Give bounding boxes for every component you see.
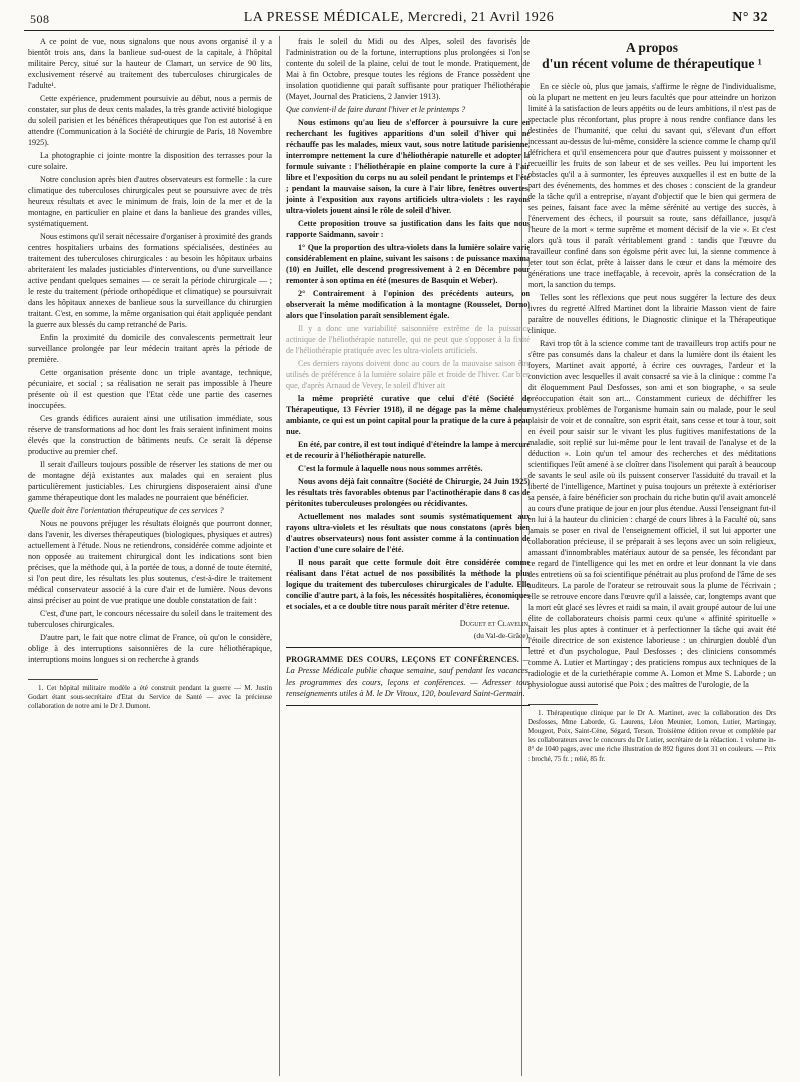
paragraph: Notre conclusion après bien d'autres observateurs est formelle : la cure climatique des tuberculoses chirurgicales peut se poursuivre avec de très heureux résultats et avec le minimum de frais, loin de la mer et de la montagne, en particulier en plaine et dans la banlieue des grandes villes, systématiquement. bbox=[28, 175, 272, 228]
column-2 bbox=[286, 36, 530, 1076]
paragraph: En ce siècle où, plus que jamais, s'affirme le règne de l'individualisme, où la plupart ne mettent en jeu leurs facultés que pour atteindre un horizon limité à la satisfaction de leurs appétits ou de leurs ambitions, il n'est pas de spectacle plus réconfortant, plus propre à nous rendre confiance dans les destinées de l'humanité, que celui du savant qui, s'élevant d'un effort incessant au-dessus de lui-même, considère la science comme le champ qu'il défrichera et qu'il ensemencera pour que d'autres puissent y moissonner et recueillir les fruits de son labeur et de ses veilles. Peu lui importent les obstacles qu'il a à surmonter, les épreuves auxquelles il est en butte de la part des événements, des hommes et des choses : conscient de la grandeur de la tâche qu'il a entreprise, n'ayant d'objectif que le bien qui germera de ses peines, faisant face avec la même sérénité au vertige des succès, à l'énervement des échecs, il poursuit sa route, sans défaillance, jusqu'à l'heure de la mort « terme suprême et moment décisif de la vie ». Et c'est alors qu'à tous il paraît véritablement grand : tandis que l'œuvre du travailleur confiné dans son égoïsme périt avec lui, la sienne commence à jeter tout son éclat, prête à laisser dans le cœur et dans la mémoire des générations une trace ineffaçable, à recevoir, après la consécration de la mort, la sanction du temps. bbox=[528, 82, 776, 290]
paragraph: Nous ne pouvons préjuger les résultats éloignés que pourront donner, dans l'avenir, les diverses thérapeutiques (biologiques, physiques et autres) actuellement à l'étude. Nous ne retiendrons, considérée comme adjointe et non opposée au traitement chirurgical dont les indications sont bien précises, que la méthode qui, à la portée de tous, a donné de toute éternité, si l'on peut dire, les résultats les plus soutenus, c'est-à-dire le traitement médical conservateur associé à la cure d'air et de lumière. Nous devons ainsi préciser au point de vue pratique une double constatation de fait : bbox=[28, 519, 272, 605]
notice-text: — La Presse Médicale publie chaque semaine, sauf pendant les vacances, les programmes des cours, leçons et conférences. — Adresser tous renseignements utiles à M. le Dr Vitoux, 120, boulevard Saint-Germain. bbox=[286, 655, 530, 699]
paragraph: Il serait d'ailleurs toujours possible de réserver les stations de mer ou de montagne déjà existantes aux malades qui en seraient plus particulièrement justiciables. Les chirurgiens disposeraient ainsi d'une gamme thérapeutique dont les malades ne pourraient que bénéficier. bbox=[28, 460, 272, 502]
article-heading-line2: d'un récent volume de thérapeutique ¹ bbox=[542, 55, 762, 71]
paragraph: Cette expérience, prudemment poursuivie au début, nous a permis de constater, sur plus de deux cents malades, la très grande activité biologique du soleil parisien et les bénéfices thérapeutiques que l'on est autorisé à en attendre (Communication à la Société de chirurgie de Paris, 18 Novembre 1925). bbox=[28, 94, 272, 147]
footnote-rule bbox=[528, 704, 598, 705]
course-programme-notice bbox=[286, 647, 530, 706]
paragraph: Nous estimons qu'au lieu de s'efforcer à poursuivre la cure en recherchant les fugitives apparitions d'un soleil d'hiver qui ne réchauffe pas les malades, mieux vaut, sous notre latitude parisienne, interrompre nettement la cure d'héliothérapie naturelle et adopter la formule suivante : l'héliothérapie en plaine comporte la cure à l'air libre et l'exposition du corps nu au soleil pendant le printemps et l'été ; pendant la mauvaise saison, la cure à l'air libre, fenêtres ouvertes, jointe à l'exposition aux rayons artificiels ultra-violets : les rayons ultra-violets jouent ainsi le rôle de soleil d'hiver. bbox=[286, 118, 530, 215]
paragraph: Ravi trop tôt à la science comme tant de travailleurs trop actifs pour ne s'être pas consumés dans la chaleur et dans la lumière dont ils étaient les foyers, Martinet avait apporté, à écrire ces ouvrages, l'ardeur et la conviction avec lesquelles il avait consacré sa vie à la clinique : comme l'a dit éloquemment Paul Desfosses, son ami et son biographe, « sa seule préoccupation était son art... Constamment curieux de déchiffrer les mystérieux problèmes de l'organisme humain sain ou malade, pour le seul plaisir de voir et de connaître, son esprit était, sans cesse et tour à tour, soit en éveil pour saisir sur le vivant les plus fugitives manifestations de la maladie, soit replié sur lui-même pour le lent travail de l'analyse et de la déduction ». Loin qu'un tel amour des recherches et des méditations scientifiques l'eût amené à se cloîtrer dans l'isolement qui paraît à beaucoup de savants le seul asile où ils puissent conserver l'assiduité du travail et la liberté de l'intelligence, Martinet y puisa toujours un prétexte à extérioriser sa pensée, à faire bénéficier son prochain du riche butin qu'il avait amoncelé au cours d'une pratique de jour en jour plus étendue. Aussi l'enseignant fut-il en lui à la hauteur du clinicien : chargé de cours libres à la Faculté où, sans jamais se poser en rival de l'enseignement officiel, il sut lui apporter une collaboration précieuse, il se préparait à ses leçons avec un soin religieux, amassant d'innombrables matériaux autour de sa pensée, les fécondant par ce regard de l'intelligence qui les met en ordre et leur donnant la vie dans des entretiens où sa foi scientifique pénétrait au plus profond de l'âme de ses auditeurs. La parole de l'orateur se retrouvait sous la plume de l'écrivain ; elle se retrouve encore dans l'œuvre qu'il a laissée, car, longtemps avant que la mort eût glacé ses lèvres et raidi sa main, il avait groupé autour de lui une élite de collaborateurs choisis parmi ceux qu'une « affinité spirituelle » faisait les plus aptes à continuer et à perfectionner la tâche qui avait été l'étoile directrice de son existence laborieuse : un chirurgien doublé d'un lettré et d'un psychologue, Paul Desfosses ; des cliniciens consommés comme A. Lutier et Martingay ; des praticiens rompus aux techniques de la radiologie et de la curiethérapie comme A. Lomon et Mme S. Laborde ; un physiologue aussi autorisé que Poix ; des maîtres de l'urologie, de la bbox=[528, 339, 776, 690]
paragraph: la même propriété curative que celui d'été (Société de Thérapeutique, 13 Février 1918), il ne dégage pas la même chaleur ambiante, ce qui est un point capital pour la pratique de la cure à peau nue. bbox=[286, 394, 530, 436]
paragraph: Actuellement nos malades sont soumis systématiquement aux rayons ultra-violets et les résultats que nous constatons (après bien d'autres observateurs) nous font assister comme à la continuation de l'action d'une cure solaire de l'été. bbox=[286, 512, 530, 554]
article-heading bbox=[528, 40, 776, 71]
page-header bbox=[24, 8, 774, 31]
author-signature: Duguet et Clavelin, bbox=[459, 619, 530, 628]
page-number: 508 bbox=[30, 12, 50, 26]
paragraph: Il nous paraît que cette formule doit être considérée comme réalisant dans l'état actuel de nos possibilités la méthode la plus logique du traitement des tuberculoses chirurgicales de l'adulte. Elle concilie d'autre part, à la fois, les nécessités hospitalières, économiques et sociales, et a ce double titre nous paraît mériter d'être retenue. bbox=[286, 558, 530, 611]
paragraph: La photographie ci jointe montre la disposition des terrasses pour la cure solaire. bbox=[28, 151, 272, 171]
footnote-rule bbox=[28, 679, 98, 680]
issue-number: N° 32 bbox=[732, 10, 768, 25]
paragraph: Ces grands édifices auraient ainsi une utilisation immédiate, sous réserve de transformations ad hoc dont les frais seraient infiniment moins élevés que la construction de bâtiments neufs. Ce serait là dépense productive au premier chef. bbox=[28, 414, 272, 456]
paragraph: Nous avons déjà fait connaître (Société de Chirurgie, 24 Juin 1925) les résultats très favorables obtenus par l'actinothérapie dans 8 cas de péritonites tuberculeuses prolongées ou récidivantes. bbox=[286, 477, 530, 508]
paragraph: A ce point de vue, nous signalons que nous avons organisé il y a bientôt trois ans, dans la banlieue sud-ouest de la capitale, à l'hôpital militaire Percy, situé sur la hauteur de Clamart, un service de 90 lits, exclusivement réservé au traitement des tuberculoses chirurgicales de l'adulte¹. bbox=[28, 37, 272, 90]
notice-heading: PROGRAMME DES COURS, LEÇONS ET CONFÉRENCES. bbox=[286, 655, 519, 665]
paragraph: 1° Que la proportion des ultra-violets dans la lumière solaire varie considérablement en plaine, suivant les saisons : de puissance maxima (10) en Juillet, elle descend progressivement à 2 en Décembre pour remonter à son optima en été (mesures de Basquin et Weber). bbox=[286, 243, 530, 285]
paragraph: D'autre part, le fait que notre climat de France, où qu'on le considère, oblige à des interruptions saisonnières de la cure héliothérapique, interruptions moins longues si on recherche à grands bbox=[28, 633, 272, 664]
paragraph: Telles sont les réflexions que peut nous suggérer la lecture des deux livres du regretté Alfred Martinet dont la librairie Masson vient de faire paraître de nouvelles éditions, le Diagnostic clinique et la Thérapeutique clinique. bbox=[528, 293, 776, 336]
faded-paragraph: Ces derniers rayons doivent donc au cours de la mauvaise saison être utilisés de préférence à la lumière solaire pâle et froide de l'hiver. Car bien que, d'après Arnaud de Vevey, le soleil d'hiver ait bbox=[286, 359, 530, 390]
footnote: 1. Cet hôpital militaire modèle a été construit pendant la guerre — M. Justin Godart étant sous-secrétaire d'Etat du Service de Santé — avec la précieuse collaboration de notre ami le Dr J. Dumont. bbox=[28, 684, 272, 711]
paragraph: C'est la formule à laquelle nous nous sommes arrêtés. bbox=[298, 464, 483, 473]
footnote: 1. Thérapeutique clinique par le Dr A. Martinet, avec la collaboration des Drs Desfosses, Mme Laborde, G. Laurens, Léon Meunier, Lomon, Lutier, Martingay, Mougeot, Poix, Saint-Cène, Ségard, Terson. Troisième édition revue et complétée par les collaborateurs avec le concours du Dr Lutier, secrétaire de la rédaction. 1 volume in-8° de 1040 pages, avec une riche illustration de 892 figures dont 31 en couleurs. — Prix : broché, 75 fr. ; relié, 85 fr. bbox=[528, 709, 776, 763]
paragraph: Enfin la proximité du domicile des convalescents permettrait leur surveillance prolongée par leur médecin traitant après la période de première. bbox=[28, 333, 272, 364]
column-3 bbox=[528, 36, 776, 1076]
paragraph: C'est, d'une part, le concours nécessaire du soleil dans le traitement des tuberculoses chirurgicales. bbox=[28, 609, 272, 629]
paragraph: Cette proposition trouve sa justification dans les faits que nous rapporte Saidmann, savoir : bbox=[286, 219, 530, 239]
journal-title: LA PRESSE MÉDICALE, Mercredi, 21 Avril 1926 bbox=[243, 10, 555, 25]
paragraph: frais le soleil du Midi ou des Alpes, soleil des favorisés de l'administration ou de la fortune, interruptions plus prolongées si l'on se contente du soleil de la plaine, celui de tout le monde. Pratiquement, de Mai à fin Octobre, presque toutes les régions de France possèdent une insolation quotidienne qui paraît suffisante pour pratiquer l'héliothérapie (Mayet, Journal des Praticiens, 2 Janvier 1913). bbox=[286, 37, 530, 101]
article-heading-line1: A propos bbox=[626, 40, 678, 55]
column-1 bbox=[28, 36, 272, 1076]
paragraph: 2° Contrairement à l'opinion des précédents auteurs, on observerait la même modification à la montagne (Rousselet, Dorno) alors que l'insolation paraît sensiblement égale. bbox=[286, 289, 530, 320]
paragraph: Nous estimons qu'il serait nécessaire d'organiser à proximité des grands centres hospitaliers urbains des formations spécialisées, destinées au traitement des tuberculoses chirurgicales : au besoin les hôpitaux urbains abriteraient les malades justiciables d'interventions, ou d'une surveillance active pendant quelques semaines — ce serait la période chirurgicale — ; le reste du traitement (période orthopédique et climatique) se poursuivrait dans les hôpitaux annexes de banlieue sous la surveillance du chirurgien traitant. C'est, en somme, la même organisation qui était appliquée pendant la guerre aux blessés du camp retranché de Paris. bbox=[28, 232, 272, 329]
author-affiliation: (du Val-de-Grâce). bbox=[473, 631, 530, 640]
faded-paragraph: Il y a donc une variabilité saisonnière extrême de la puissance actinique de l'héliothérapie naturelle, qui ne peut que s'opposer à la fixité de l'héliothérapie pratiquée avec les ultra-violets artificiels. bbox=[286, 324, 530, 355]
section-question: Quelle doit être l'orientation thérapeutique de ces services ? bbox=[28, 506, 224, 515]
paragraph: Cette organisation présente donc un triple avantage, technique, pécuniaire, et social ; sa réalisation ne serait pas impossible à l'heure présente où il est question que l'Etat cède une partie des casernes inoccupées. bbox=[28, 368, 272, 410]
paragraph: En été, par contre, il est tout indiqué d'éteindre la lampe à mercure et de recourir à l'héliothérapie naturelle. bbox=[286, 440, 530, 460]
column-rule-1 bbox=[279, 36, 280, 1076]
section-question: Que convient-il de faire durant l'hiver et le printemps ? bbox=[286, 105, 466, 114]
